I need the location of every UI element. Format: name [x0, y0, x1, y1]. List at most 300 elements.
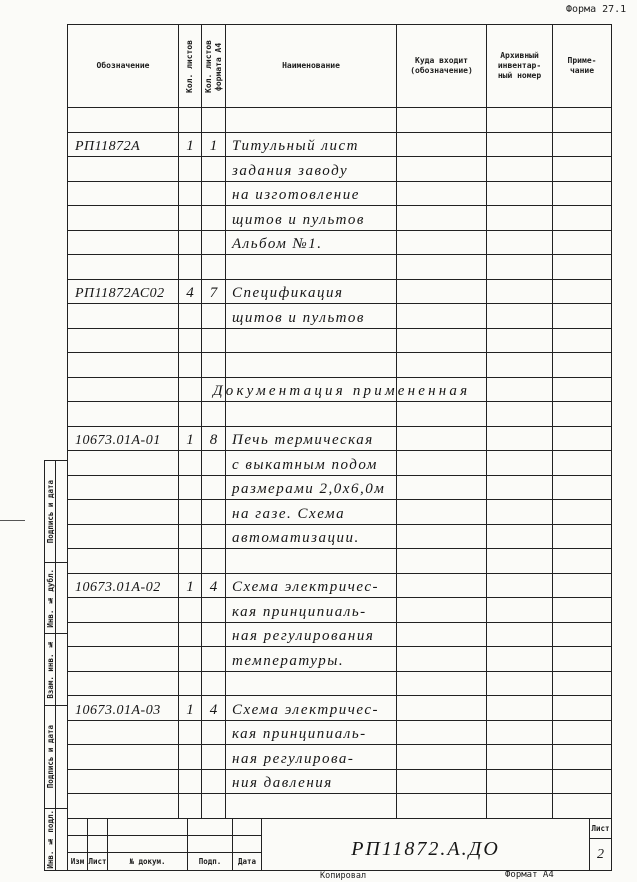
- note-cell: [553, 696, 612, 720]
- sheets-count-cell: [179, 598, 202, 622]
- archive-number-cell: [487, 476, 553, 500]
- designation-cell: [68, 329, 179, 353]
- designation-cell: [68, 794, 179, 818]
- note-cell: [553, 574, 612, 598]
- sheets-count-cell: [179, 745, 202, 769]
- note-cell: [553, 794, 612, 818]
- sheets-count-cell: 1: [179, 574, 202, 598]
- a4-sheets-count-cell: [202, 476, 226, 500]
- designation-cell: РП11872А: [68, 133, 179, 157]
- sheets-count-cell: [179, 476, 202, 500]
- header-included-in-line: Куда входит: [415, 56, 468, 65]
- a4-sheets-count-cell: [202, 304, 226, 328]
- sheets-count-cell: [179, 500, 202, 524]
- sheets-count-cell: [179, 304, 202, 328]
- included-in-cell: [397, 525, 487, 549]
- header-archive-line: ный номер: [497, 71, 542, 80]
- archive-number-cell: [487, 525, 553, 549]
- a4-sheets-count-cell: [202, 623, 226, 647]
- sheets-count-cell: [179, 206, 202, 230]
- header-sheets-a4-label: [204, 40, 224, 93]
- name-cell: автоматизации.: [226, 525, 397, 549]
- table-header: [68, 25, 612, 108]
- table-row: [68, 598, 612, 623]
- revision-cell: [188, 835, 233, 852]
- archive-number-cell: [487, 574, 553, 598]
- sheets-count-cell: [179, 255, 202, 279]
- archive-number-cell: [487, 794, 553, 818]
- a4-sheets-count-cell: [202, 402, 226, 426]
- a4-sheets-count-cell: [202, 647, 226, 671]
- archive-number-cell: [487, 598, 553, 622]
- revision-cell: [88, 818, 108, 835]
- designation-cell: [68, 231, 179, 255]
- archive-number-cell: [487, 255, 553, 279]
- side-stamp-cell: [45, 809, 67, 870]
- table-row: [68, 451, 612, 476]
- archive-number-cell: [487, 329, 553, 353]
- a4-sheets-count-cell: 8: [202, 427, 226, 451]
- sheet-label: Лист: [590, 818, 611, 839]
- header-sheets: [179, 25, 202, 107]
- name-cell: ния давления: [226, 770, 397, 794]
- name-cell: на изготовление: [226, 182, 397, 206]
- header-designation: [68, 25, 179, 107]
- a4-sheets-count-cell: 4: [202, 696, 226, 720]
- designation-cell: [68, 353, 179, 377]
- included-in-cell: [397, 770, 487, 794]
- designation-cell: [68, 598, 179, 622]
- designation-cell: [68, 182, 179, 206]
- sheets-count-cell: [179, 402, 202, 426]
- name-cell: [226, 794, 397, 818]
- archive-number-cell: [487, 280, 553, 304]
- table-row: [68, 500, 612, 525]
- table-row: [68, 647, 612, 672]
- included-in-cell: [397, 108, 487, 132]
- sheets-count-cell: [179, 329, 202, 353]
- revision-cell: [108, 818, 188, 835]
- a4-sheets-count-cell: [202, 329, 226, 353]
- table-row: [68, 525, 612, 550]
- included-in-cell: [397, 598, 487, 622]
- designation-cell: [68, 402, 179, 426]
- designation-cell: [68, 108, 179, 132]
- revision-grid: [68, 818, 262, 870]
- designation-cell: [68, 476, 179, 500]
- header-archive-number: [487, 25, 553, 107]
- table-row: [68, 402, 612, 427]
- table-row: [68, 549, 612, 574]
- sheets-count-cell: [179, 182, 202, 206]
- sheets-count-cell: 1: [179, 427, 202, 451]
- table-row: [68, 182, 612, 207]
- included-in-cell: [397, 549, 487, 573]
- a4-sheets-count-cell: [202, 255, 226, 279]
- note-cell: [553, 157, 612, 181]
- sheets-count-cell: [179, 623, 202, 647]
- side-stamp: [44, 460, 67, 871]
- table-row: [68, 304, 612, 329]
- name-cell: [226, 402, 397, 426]
- table-row: [68, 745, 612, 770]
- included-in-cell: [397, 353, 487, 377]
- a4-sheets-count-cell: [202, 108, 226, 132]
- a4-sheets-count-cell: 4: [202, 574, 226, 598]
- archive-number-cell: [487, 451, 553, 475]
- sheets-count-cell: 1: [179, 133, 202, 157]
- side-stamp-label: [45, 461, 56, 562]
- revision-cell: [233, 835, 262, 852]
- note-cell: [553, 647, 612, 671]
- revision-col-doc-number: № докум.: [108, 852, 188, 870]
- included-in-cell: [397, 623, 487, 647]
- archive-number-cell: [487, 500, 553, 524]
- side-stamp-value: [56, 461, 67, 562]
- a4-sheets-count-cell: [202, 745, 226, 769]
- table-row: [68, 623, 612, 648]
- table-row: [68, 157, 612, 182]
- name-cell: Спецификация: [226, 280, 397, 304]
- name-cell: ная регулирования: [226, 623, 397, 647]
- included-in-cell: [397, 206, 487, 230]
- table-row: [68, 231, 612, 256]
- designation-cell: [68, 525, 179, 549]
- side-stamp-cell: [45, 461, 67, 563]
- sheets-count-cell: [179, 549, 202, 573]
- name-cell: [226, 108, 397, 132]
- a4-sheets-count-cell: [202, 549, 226, 573]
- copied-label: Копировал: [320, 871, 367, 881]
- table-row: [68, 794, 612, 819]
- sheets-count-cell: 1: [179, 696, 202, 720]
- title-block: [67, 818, 612, 871]
- name-cell: щитов и пультов: [226, 206, 397, 230]
- a4-sheets-count-cell: [202, 794, 226, 818]
- archive-number-cell: [487, 549, 553, 573]
- archive-number-cell: [487, 304, 553, 328]
- side-stamp-value: [56, 563, 67, 633]
- included-in-cell: [397, 500, 487, 524]
- included-in-cell: [397, 794, 487, 818]
- sheets-count-cell: [179, 231, 202, 255]
- note-cell: [553, 623, 612, 647]
- name-cell: ная регулирова-: [226, 745, 397, 769]
- designation-cell: [68, 672, 179, 696]
- header-designation-label: Обозначение: [96, 61, 150, 70]
- a4-sheets-count-cell: [202, 721, 226, 745]
- designation-cell: [68, 451, 179, 475]
- table-row: [68, 574, 612, 599]
- header-sheets-label: [185, 40, 195, 93]
- name-cell: с выкатным подом: [226, 451, 397, 475]
- side-stamp-text: Взам. инв. №: [45, 640, 55, 699]
- header-archive-line: Архивный: [500, 51, 539, 60]
- note-cell: [553, 427, 612, 451]
- note-cell: [553, 451, 612, 475]
- archive-number-cell: [487, 353, 553, 377]
- a4-sheets-count-cell: [202, 182, 226, 206]
- name-cell: кая принципиаль-: [226, 598, 397, 622]
- header-included-in-line: (обозначение): [410, 66, 473, 75]
- designation-cell: [68, 623, 179, 647]
- side-stamp-cell: [45, 634, 67, 706]
- sheets-count-cell: [179, 672, 202, 696]
- name-cell: Схема электричес-: [226, 696, 397, 720]
- included-in-cell: [397, 647, 487, 671]
- table-row: [68, 255, 612, 280]
- included-in-cell: [397, 476, 487, 500]
- section-heading: Документация примененная: [213, 383, 471, 399]
- included-in-cell: [397, 402, 487, 426]
- name-cell: [226, 549, 397, 573]
- header-name-label: Наименование: [282, 61, 340, 70]
- archive-number-cell: [487, 231, 553, 255]
- archive-number-cell: [487, 672, 553, 696]
- table-row: [68, 672, 612, 697]
- name-cell: Альбом №1.: [226, 231, 397, 255]
- note-cell: [553, 598, 612, 622]
- included-in-cell: [397, 133, 487, 157]
- archive-number-cell: [487, 206, 553, 230]
- revision-col-date: Дата: [233, 852, 262, 870]
- header-sheets-a4-line: Кол. листов: [203, 39, 213, 93]
- designation-cell: [68, 206, 179, 230]
- name-cell: [226, 672, 397, 696]
- table-row: [68, 133, 612, 158]
- note-cell: [553, 476, 612, 500]
- designation-cell: РП11872АС02: [68, 280, 179, 304]
- note-cell: [553, 525, 612, 549]
- included-in-cell: [397, 304, 487, 328]
- header-sheets-line: Кол. листов: [185, 39, 194, 93]
- designation-cell: [68, 745, 179, 769]
- sheets-count-cell: 4: [179, 280, 202, 304]
- archive-number-cell: [487, 721, 553, 745]
- note-cell: [553, 231, 612, 255]
- a4-sheets-count-cell: [202, 500, 226, 524]
- header-sheets-a4-line: формата А4: [213, 41, 223, 91]
- name-cell: температуры.: [226, 647, 397, 671]
- note-cell: [553, 304, 612, 328]
- designation-cell: [68, 721, 179, 745]
- table-row: [68, 353, 612, 378]
- side-stamp-label: [45, 634, 56, 705]
- revision-cell: [188, 818, 233, 835]
- archive-number-cell: [487, 770, 553, 794]
- table-row: [68, 280, 612, 305]
- name-cell: размерами 2,0х6,0м: [226, 476, 397, 500]
- name-cell: Печь термическая: [226, 427, 397, 451]
- document-list-table: [67, 24, 612, 819]
- a4-sheets-count-cell: [202, 598, 226, 622]
- sheets-count-cell: [179, 157, 202, 181]
- note-cell: [553, 108, 612, 132]
- included-in-cell: [397, 329, 487, 353]
- note-cell: [553, 329, 612, 353]
- designation-cell: [68, 255, 179, 279]
- a4-sheets-count-cell: [202, 353, 226, 377]
- header-included-in: [397, 25, 487, 107]
- name-cell: на газе. Схема: [226, 500, 397, 524]
- side-stamp-cell: [45, 706, 67, 809]
- table-row: [68, 476, 612, 501]
- archive-number-cell: [487, 623, 553, 647]
- archive-number-cell: [487, 133, 553, 157]
- side-stamp-value: [56, 706, 67, 808]
- included-in-cell: [397, 672, 487, 696]
- note-cell: [553, 206, 612, 230]
- sheets-count-cell: [179, 378, 202, 402]
- included-in-cell: [397, 182, 487, 206]
- name-cell: [226, 353, 397, 377]
- header-archive-line: инвентар-: [497, 61, 542, 70]
- note-cell: [553, 721, 612, 745]
- designation-cell: [68, 549, 179, 573]
- designation-cell: 10673.01А-03: [68, 696, 179, 720]
- side-stamp-text: Подпись и дата: [45, 725, 55, 789]
- revision-col-signature: Подп.: [188, 852, 233, 870]
- side-stamp-text: Инв. № подл.: [45, 810, 55, 869]
- included-in-cell: [397, 721, 487, 745]
- archive-number-cell: [487, 745, 553, 769]
- a4-sheets-count-cell: 7: [202, 280, 226, 304]
- a4-sheets-count-cell: [202, 525, 226, 549]
- sheet-box: [590, 818, 612, 870]
- name-cell: щитов и пультов: [226, 304, 397, 328]
- note-cell: [553, 378, 612, 402]
- a4-sheets-count-cell: [202, 157, 226, 181]
- designation-cell: 10673.01А-02: [68, 574, 179, 598]
- archive-number-cell: [487, 108, 553, 132]
- name-cell: задания заводу: [226, 157, 397, 181]
- header-note-line: Приме-: [567, 56, 597, 65]
- name-cell: Титульный лист: [226, 133, 397, 157]
- sheets-count-cell: [179, 108, 202, 132]
- a4-sheets-count-cell: 1: [202, 133, 226, 157]
- header-note: [553, 25, 612, 107]
- name-cell: кая принципиаль-: [226, 721, 397, 745]
- side-stamp-text: Инв. № дубл.: [45, 568, 55, 628]
- sheets-count-cell: [179, 721, 202, 745]
- designation-cell: 10673.01А-01: [68, 427, 179, 451]
- designation-cell: [68, 304, 179, 328]
- included-in-cell: [397, 280, 487, 304]
- archive-number-cell: [487, 427, 553, 451]
- format-label: Формат А4: [505, 870, 554, 880]
- archive-number-cell: [487, 157, 553, 181]
- archive-number-cell: [487, 696, 553, 720]
- note-cell: [553, 549, 612, 573]
- revision-cell: [88, 835, 108, 852]
- archive-number-cell: [487, 378, 553, 402]
- table-body: [68, 108, 612, 819]
- name-cell: Схема электричес-: [226, 574, 397, 598]
- note-cell: [553, 182, 612, 206]
- header-name: [226, 25, 397, 107]
- note-cell: [553, 280, 612, 304]
- note-cell: [553, 745, 612, 769]
- designation-cell: [68, 500, 179, 524]
- table-row: [68, 329, 612, 354]
- note-cell: [553, 672, 612, 696]
- sheets-count-cell: [179, 353, 202, 377]
- header-sheets-a4: [202, 25, 226, 107]
- revision-cell: [108, 835, 188, 852]
- included-in-cell: [397, 157, 487, 181]
- sheet-number: 2: [597, 846, 604, 862]
- note-cell: [553, 402, 612, 426]
- sheets-count-cell: [179, 647, 202, 671]
- included-in-cell: [397, 231, 487, 255]
- archive-number-cell: [487, 182, 553, 206]
- revision-cell: [68, 835, 88, 852]
- table-row: [68, 770, 612, 795]
- side-stamp-label: [45, 706, 56, 808]
- note-cell: [553, 255, 612, 279]
- sheets-count-cell: [179, 525, 202, 549]
- table-row: [68, 427, 612, 452]
- sheets-count-cell: [179, 451, 202, 475]
- included-in-cell: [397, 745, 487, 769]
- note-cell: [553, 770, 612, 794]
- side-stamp-label: [45, 563, 56, 633]
- included-in-cell: [397, 255, 487, 279]
- side-stamp-cell: [45, 563, 67, 634]
- side-stamp-value: [56, 634, 67, 705]
- a4-sheets-count-cell: [202, 770, 226, 794]
- name-cell: [226, 329, 397, 353]
- note-cell: [553, 133, 612, 157]
- note-cell: [553, 353, 612, 377]
- table-row: [68, 206, 612, 231]
- document-designation: РП11872.А.ДО: [262, 818, 590, 870]
- table-row: [68, 378, 612, 403]
- header-note-line: чание: [569, 66, 595, 75]
- name-cell: [226, 255, 397, 279]
- revision-col-sheet: Лист: [88, 852, 108, 870]
- revision-cell: [68, 818, 88, 835]
- a4-sheets-count-cell: [202, 672, 226, 696]
- a4-sheets-count-cell: [202, 451, 226, 475]
- side-stamp-value: [56, 809, 67, 870]
- included-in-cell: [397, 427, 487, 451]
- designation-cell: [68, 770, 179, 794]
- a4-sheets-count-cell: [202, 206, 226, 230]
- revision-cell: [233, 818, 262, 835]
- archive-number-cell: [487, 402, 553, 426]
- sheets-count-cell: [179, 770, 202, 794]
- a4-sheets-count-cell: [202, 231, 226, 255]
- side-stamp-label: [45, 809, 56, 870]
- archive-number-cell: [487, 647, 553, 671]
- form-number: Форма 27.1: [566, 4, 627, 15]
- scan-mark: [0, 520, 25, 521]
- designation-cell: [68, 647, 179, 671]
- included-in-cell: [397, 574, 487, 598]
- table-row: [68, 108, 612, 133]
- table-row: [68, 696, 612, 721]
- designation-cell: [68, 157, 179, 181]
- table-row: [68, 721, 612, 746]
- side-stamp-text: Подпись и дата: [45, 479, 55, 544]
- designation-cell: [68, 378, 179, 402]
- included-in-cell: [397, 451, 487, 475]
- revision-col-change: Изм: [68, 852, 88, 870]
- note-cell: [553, 500, 612, 524]
- included-in-cell: [397, 696, 487, 720]
- sheets-count-cell: [179, 794, 202, 818]
